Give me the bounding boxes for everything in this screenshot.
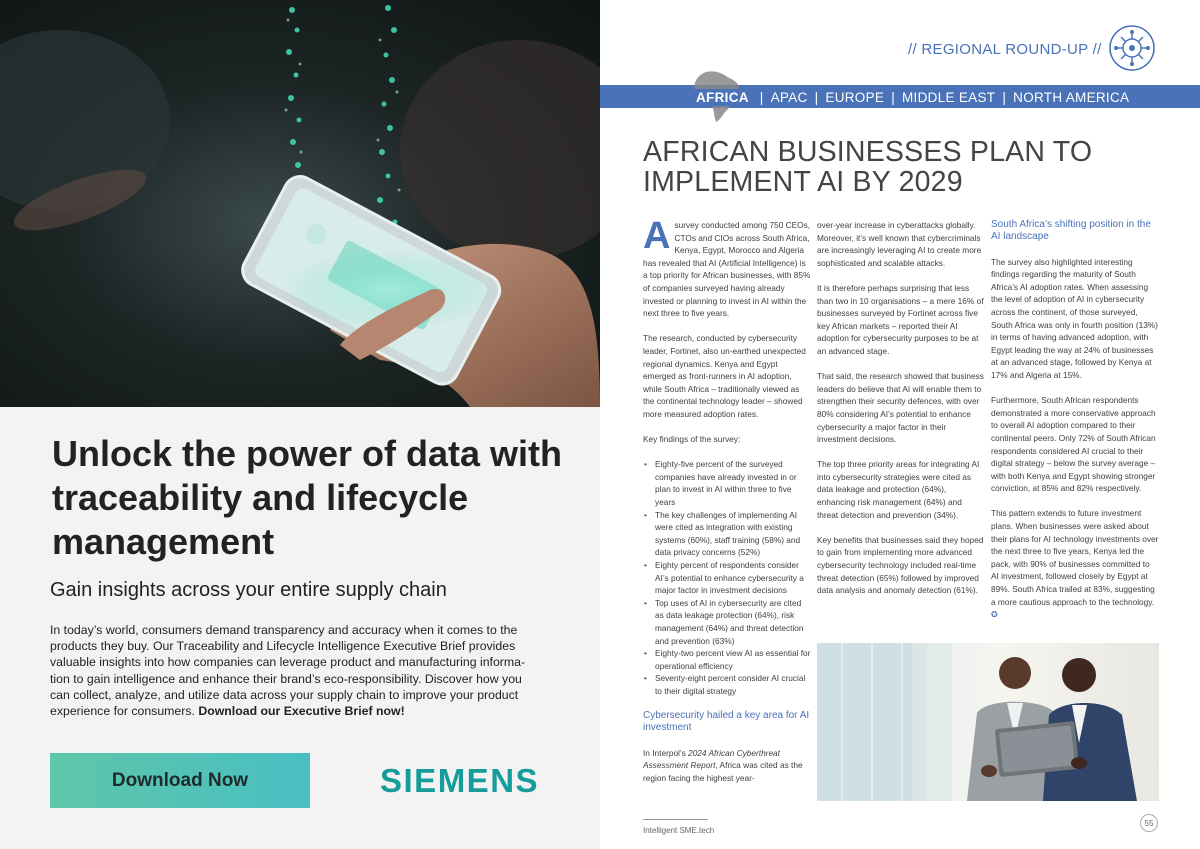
key-findings-list [643,458,811,697]
paragraph-text: This pattern extends to future investment plans. When businesses were asked about their plans for AI technology investments over the next three to five years, Kenya led the pack, with 90% of businesses committed to AI investment, followed closely by Egypt at 89%. South Africa trailed at 83%, suggesting a more cautious approach to the technology. [991,508,1159,607]
report-title: 2024 African Cyberthreat Assessment Report [643,747,780,771]
ad-subheadline: Gain insights across your entire supply chain [50,579,447,601]
tab-separator: | [891,89,896,105]
phone-illustration [0,0,600,407]
paragraph: That said, the research showed that business leaders do believe that AI will enable them to strengthen their security defences, with over 80% considering AI’s potential to enhance cybersecurity a major factor in their investment decisions. [817,371,984,445]
tab-north-america[interactable]: NORTH AMERICA [1013,89,1130,105]
paragraph: The research, conducted by cybersecurity leader, Fortinet, also un-earthed unexpected regional dynamics. Kenya and Egypt emerged as front-runners in AI adoption, while South Africa – traditionally viewed as the continental technology leader – showed more measured adoption rates. [643,333,806,419]
photo-illustration [817,643,1159,801]
paragraph-text: survey conducted among 750 CEOs, CTOs and CIOs across South Africa, Kenya, Egypt, Morocco and Algeria has revealed that AI (Artificial Intelligence) is a top priority for African businesses, with 85% of companies surveyed having already invested or planning to invest in AI within the next three to five years. [643,220,811,319]
footer-rule [643,819,708,820]
list-item: • Eighty-five percent of the surveyed companies have already invested in or plan to invest in AI within three to five years [643,458,811,508]
list-item: • Seventy-eight percent consider AI crucial to their digital strategy [643,672,811,697]
paragraph: The survey also highlighted interesting findings regarding the maturity of South Africa’s AI adoption rates. When assessing the level of adoption of AI in cybersecurity across the continent, of those surveyed, South Africa was only in fourth position (13%) in terms of having advanced adoption, with Egypt leading the way at 24% of businesses at an advanced stage, followed by Kenya at 17% and Algeria at 15%. [991,256,1158,380]
page-number: 55 [1140,814,1158,832]
paragraph: The top three priority areas for integrating AI into cybersecurity strategies were cited as data leakage and protection (64%), enhancing risk management (64%) and threat detection and prevention (34%). [817,459,980,520]
paragraph-text: , Africa was cited as the region facing the highest year- [643,760,803,783]
article-column-1 [643,215,811,797]
tab-separator: | [759,89,764,105]
tab-separator: | [1002,89,1007,105]
download-now-button[interactable]: Download Now [50,753,310,808]
tab-apac[interactable]: APAC [770,89,808,105]
tab-africa[interactable]: AFRICA [692,89,753,106]
section-kicker: // REGIONAL ROUND-UP // [908,41,1102,58]
article-column-2 [817,219,985,609]
article-column-3 [991,219,1159,634]
paragraph: It is therefore perhaps surprising that less than two in 10 organisations – a mere 16% of businesses surveyed by Fortinet across five key African markets – reported their AI adoption for cybersecurity purposes to be at an advanced stage. [817,282,984,356]
ad-body [50,622,540,719]
tab-separator: | [814,89,819,105]
region-tabs [692,87,1129,107]
list-item: • Eighty-two percent view AI as essential for operational efficiency [643,647,811,672]
article-title: AFRICAN BUSINESSES PLAN TO IMPLEMENT AI BY 2029 [643,136,1093,198]
article-page [600,0,1200,849]
drop-cap: A [643,215,671,257]
section-subheading: South Africa’s shifting position in the AI landscape [991,219,1151,242]
paragraph: Key benefits that businesses said they hoped to gain from implementing more advanced cybersecurity technology included real-time threat detection (65%) followed by improved data analysis and anomaly detection (61%). [817,534,984,596]
paragraph: Furthermore, South African respondents demonstrated a more conservative approach to overall AI adoption compared to their continental peers. Only 72% of South African respondents considered AI crucial to their digital strategy – below the survey average – with both Kenya and Egypt showing stronger conviction, at 85% and 82% respectively. [991,395,1156,494]
tab-europe[interactable]: EUROPE [825,89,885,105]
businessmen-laptop-photo [817,643,1159,801]
list-item: • The key challenges of implementing AI were cited as integration with existing systems (60%), staff training (58%) and data privacy concerns (52%) [643,509,811,559]
tab-middle-east[interactable]: MIDDLE EAST [902,89,996,105]
intro-paragraph [643,215,811,320]
siemens-logo: SIEMENS [380,762,540,799]
section-subheading: Cybersecurity hailed a key area for AI investment [643,710,810,734]
list-item: • Top uses of AI in cybersecurity are cited as data leakage protection (64%), risk management (64%) and threat detection and prevention (63%) [643,597,811,647]
paragraph: over-year increase in cyberattacks globally. Moreover, it’s well known that cybercriminals are increasingly leveraging AI to create more sophisticated and scalable attacks. [817,220,982,268]
ad-headline: Unlock the power of data with traceability and lifecycle management [52,433,563,562]
network-gear-icon [1108,24,1156,72]
ad-body-cta: Download our Executive Brief now! [198,704,405,719]
phone-hand-photo [0,0,600,407]
paragraph [991,507,1159,621]
end-mark-icon: ✪ [991,610,998,620]
list-item: • Eighty percent of respondents consider AI’s potential to enhance cybersecurity a major factor in investment decisions [643,559,811,597]
paragraph [643,747,811,785]
paragraph: Key findings of the survey: [643,434,741,445]
ad-body-text: In today’s world, consumers demand transparency and accuracy when it comes to the products they buy. Our Traceability and Lifecycle Intelligence Executive Brief provides valuable insights into how companies can leverage product and manufacturing informa-tion to gain intelligence and enhance their brand’s eco-responsibility. Discover how you can collect, analyze, and utilize data across your supply chain to improve your product experience for consumers. [50,623,526,719]
footer-publication: Intelligent SME.tech [643,826,715,835]
paragraph-text: In Interpol’s [643,747,689,758]
